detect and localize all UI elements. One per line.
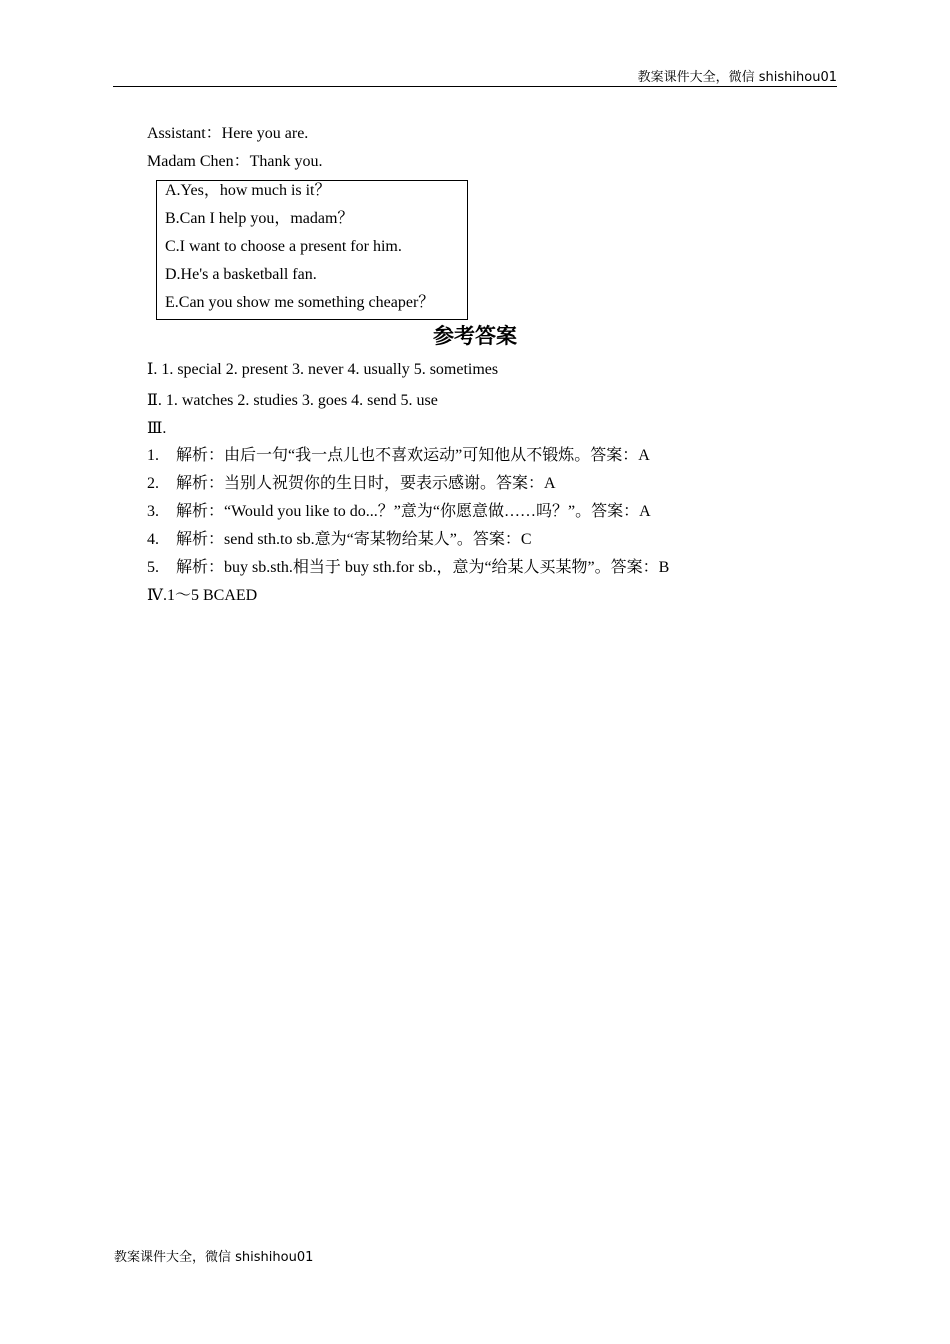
item-text: 解析：buy sb.sth.相当于 buy sth.for sb.，意为“给某人买某物”。答案：B — [176, 559, 670, 576]
answer-part-3-item — [147, 530, 532, 550]
answer-part-3-item — [147, 474, 556, 494]
answer-part-4: Ⅳ.1～5 BCAED — [147, 587, 258, 604]
answer-part-3-item — [147, 502, 651, 522]
item-number: 3. — [147, 503, 159, 520]
item-number: 4. — [147, 531, 159, 548]
dialogue-line-assistant: Assistant：Here you are. — [147, 125, 309, 142]
item-text: 解析：由后一句“我一点儿也不喜欢运动”可知他从不锻炼。答案：A — [176, 447, 650, 464]
option-a: A.Yes，how much is it？ — [165, 182, 331, 199]
option-e: E.Can you show me something cheaper？ — [165, 294, 435, 311]
page-header — [113, 66, 837, 87]
answer-key-title: 参考答案 — [433, 323, 517, 348]
answer-part-3-item — [147, 446, 650, 466]
item-number: 5. — [147, 559, 159, 576]
option-c: C.I want to choose a present for him. — [165, 238, 402, 255]
header-text: 教案课件大全，微信 shishihou01 — [637, 70, 837, 85]
answer-part-1: Ⅰ. 1. special 2. present 3. never 4. usually 5. sometimes — [147, 361, 499, 378]
answer-part-2: Ⅱ. 1. watches 2. studies 3. goes 4. send 5. use — [147, 392, 438, 409]
dialogue-line-madam-chen: Madam Chen：Thank you. — [147, 153, 323, 170]
option-d: D.He's a basketball fan. — [165, 266, 317, 283]
answer-part-3-label: Ⅲ. — [147, 420, 167, 437]
item-number: 1. — [147, 447, 159, 464]
option-b: B.Can I help you，madam？ — [165, 210, 354, 227]
item-text: 解析：“Would you like to do...？”意为“你愿意做……吗？”。答案：A — [176, 503, 651, 520]
answer-part-3-item — [147, 558, 669, 578]
page-footer: 教案课件大全，微信 shishihou01 — [114, 1250, 314, 1265]
options-box — [156, 180, 468, 320]
item-text: 解析：当别人祝贺你的生日时，要表示感谢。答案：A — [176, 475, 556, 492]
item-text: 解析：send sth.to sb.意为“寄某物给某人”。答案：C — [176, 531, 532, 548]
item-number: 2. — [147, 475, 159, 492]
